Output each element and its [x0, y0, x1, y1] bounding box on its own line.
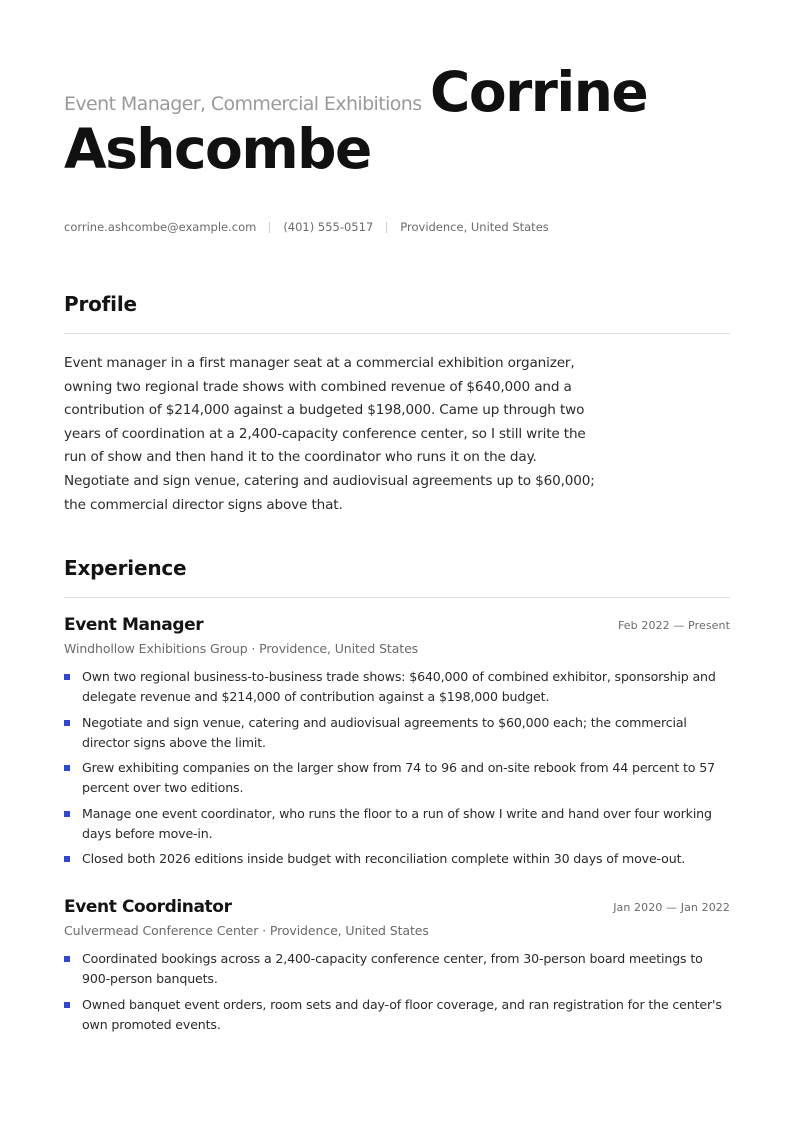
job-organization: Windhollow Exhibitions Group · Providence, United States	[64, 641, 419, 656]
headline: Event Manager, Commercial Exhibitions	[64, 93, 422, 115]
bullet-text: Coordinated bookings across a 2,400-capacity conference center, from 30-person board meetings to 900-person banquets.	[82, 951, 703, 986]
bullet-icon	[64, 956, 70, 962]
first-name: Corrine	[430, 60, 648, 124]
contact-line	[64, 220, 549, 234]
bullet-icon	[64, 765, 70, 771]
bullet-icon	[64, 1002, 70, 1008]
bullet-icon	[64, 811, 70, 817]
job-dates: Jan 2020 — Jan 2022	[613, 901, 730, 914]
job-title: Event Manager	[64, 615, 204, 635]
job-title: Event Coordinator	[64, 897, 232, 917]
contact-phone[interactable]: (401) 555-0517	[283, 220, 374, 234]
job-organization: Culvermead Conference Center · Providence, United States	[64, 923, 429, 938]
bullet-text: Own two regional business-to-business trade shows: $640,000 of combined exhibitor, sponsorship and delegate revenue and $214,000 of contribution against a $198,000 budget.	[82, 669, 716, 704]
bullet-icon	[64, 720, 70, 726]
job-dates: Feb 2022 — Present	[617, 619, 730, 632]
job-bullets	[64, 667, 730, 875]
bullet-item	[64, 667, 730, 707]
profile-summary: Event manager in a first manager seat at a commercial exhibition organizer, owning two regional trade shows with combined revenue of $640,000 and a contribution of $214,000 against a budgeted $198,000. Came up through two years of coordination at a 2,400-capacity conference center, so I still write the run of show and then hand it to the coordinator who runs it on the day. Negotiate and sign venue, catering and audiovisual agreements up to $60,000; the commercial director signs above that.	[64, 355, 595, 513]
bullet-text: Owned banquet event orders, room sets and day-of floor coverage, and ran registration for the center's own promoted events.	[82, 996, 722, 1032]
contact-divider	[269, 222, 270, 233]
profile-heading: Profile	[64, 292, 137, 316]
contact-location: Providence, United States	[400, 220, 549, 234]
bullet-text: Grew exhibiting companies on the larger show from 74 to 96 and on-site rebook from 44 percent to 57 percent over two editions.	[82, 760, 715, 795]
job-bullets	[64, 949, 730, 1040]
last-name: Ashcombe	[64, 117, 371, 181]
contact-divider	[386, 222, 387, 233]
bullet-item	[64, 713, 730, 753]
experience-heading: Experience	[64, 556, 187, 580]
bullet-item	[64, 758, 730, 798]
bullet-text: Closed both 2026 editions inside budget with reconciliation complete within 30 days of move-out.	[82, 851, 686, 866]
bullet-item	[64, 849, 730, 869]
bullet-text: Negotiate and sign venue, catering and audiovisual agreements to $60,000 each; the commercial director signs above the limit.	[82, 714, 687, 750]
bullet-item	[64, 804, 730, 844]
profile-divider	[64, 333, 730, 334]
bullet-icon	[64, 856, 70, 862]
contact-email[interactable]: corrine.ashcombe@example.com	[64, 220, 257, 234]
experience-divider	[64, 597, 730, 598]
bullet-icon	[64, 674, 70, 680]
bullet-item	[64, 949, 730, 989]
bullet-text: Manage one event coordinator, who runs the floor to a run of show I write and hand over four working days before move-in.	[82, 805, 712, 841]
bullet-item	[64, 995, 730, 1035]
